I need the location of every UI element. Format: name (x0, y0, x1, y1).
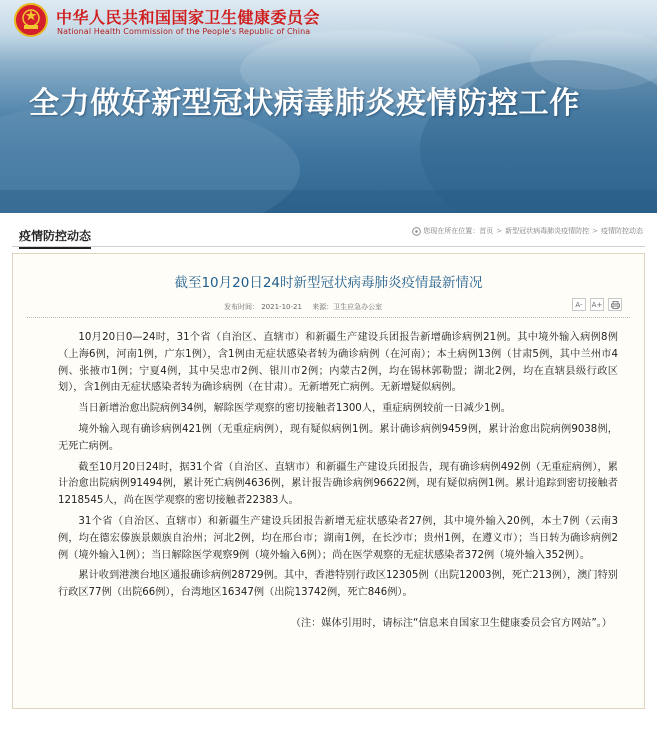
breadcrumb-separator: > (592, 227, 598, 235)
breadcrumb-category[interactable]: 新型冠状病毒肺炎疫情防控 (505, 227, 590, 235)
breadcrumb-current[interactable]: 疫情防控动态 (601, 227, 643, 235)
article-tools (568, 298, 622, 311)
article-title: 截至10月20日24时新型冠状病毒肺炎疫情最新情况 (174, 275, 483, 291)
section-bar (12, 222, 645, 247)
article-meta (224, 302, 390, 312)
breadcrumb (412, 227, 643, 236)
print-button[interactable] (608, 298, 622, 311)
national-emblem-icon (14, 3, 48, 37)
article-source: 来源：卫生应急办公室 (312, 303, 383, 311)
section-title[interactable]: 疫情防控动态 (19, 227, 91, 249)
paragraph: 31个省（自治区、直辖市）和新疆生产建设兵团报告新增无症状感染者27例，其中境外输入20例，本土7例（云南3例，均在德宏傣族景颇族自治州；河北2例，均在邢台市；湖南1例，在长沙市；贵州1例，在遵义市）；当日转为确诊病例2例（境外输入1例）；当日解除医学观察9例（境外输入6例）；尚在医学观察的无症状感染者372例（境外输入352例）。 (58, 515, 618, 561)
print-icon (611, 301, 620, 309)
paragraph: 境外输入现有确诊病例421例（无重症病例），现有疑似病例1例。累计确诊病例9459例，累计治愈出院病例9038例，无死亡病例。 (58, 423, 618, 452)
paragraph: 当日新增治愈出院病例34例，解除医学观察的密切接触者1300人，重症病例较前一日减少1例。 (78, 403, 511, 415)
divider (27, 317, 630, 318)
font-decrease-button[interactable]: A- (572, 298, 586, 311)
article-body (58, 330, 618, 637)
breadcrumb-prefix: 您现在所在位置： (423, 227, 480, 235)
breadcrumb-separator: > (496, 227, 503, 235)
org-name-chinese[interactable]: 中华人民共和国国家卫生健康委员会 (56, 8, 321, 27)
location-icon (412, 227, 421, 236)
paragraph: 截至10月20日24时，据31个省（自治区、直辖市）和新疆生产建设兵团报告，现有确诊病例492例（无重症病例），累计治愈出院病例91494例，累计死亡病例4636例，累计报告确诊病例96622例，现有疑似病例1例。累计追踪到密切接触者1218545人，尚在医学观察的密切接触者22383人。 (58, 461, 618, 507)
paragraph: 累计收到港澳台地区通报确诊病例28729例。其中，香港特别行政区12305例（出院12003例，死亡213例），澳门特别行政区77例（出院66例），台湾地区16347例（出院13742例，死亡846例）。 (58, 570, 618, 599)
breadcrumb-home[interactable]: 首页 (479, 227, 494, 235)
font-increase-button[interactable]: A+ (590, 298, 604, 311)
banner-title: 全力做好新型冠状病毒肺炎疫情防控工作 (29, 86, 580, 121)
citation-note: （注：媒体引用时，请标注“信息来自国家卫生健康委员会官方网站”。） (290, 617, 612, 629)
article-panel (12, 253, 645, 709)
paragraph: 10月20日0—24时，31个省（自治区、直辖市）和新疆生产建设兵团报告新增确诊病例21例。其中境外输入病例8例（上海6例，河南1例，广东1例），含1例由无症状感染者转为确诊病例（在河南）；本土病例13例（甘肃5例，其中兰州市4例、张掖市1例；宁夏4例，其中吴忠市2例、银川市2例；内蒙古2例，均在锡林郭勒盟；湖北2例，均在直辖县级行政区划），含1例由无症状感染者转为确诊病例（在甘肃）。无新增死亡病例。无新增疑似病例。 (58, 332, 618, 394)
site-header (0, 0, 657, 213)
org-name-english: National Health Commission of the People's Republic of China (57, 27, 311, 36)
publish-time: 发布时间： 2021-10-21 (224, 303, 302, 311)
